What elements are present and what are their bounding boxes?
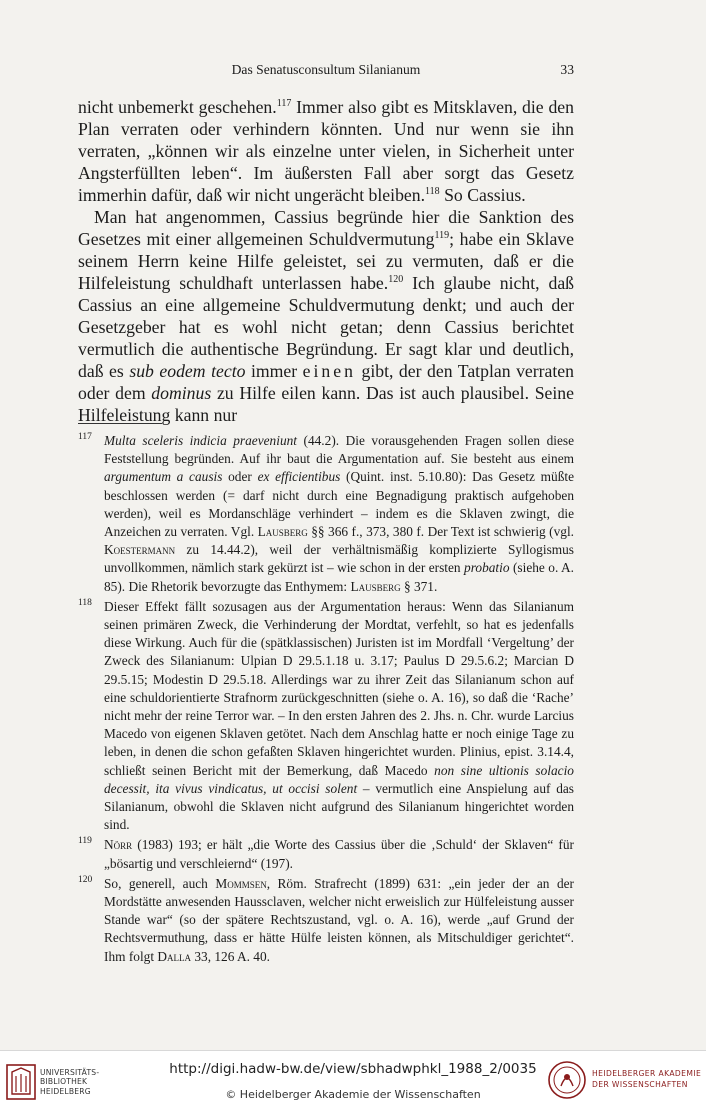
- footnote-ref-119[interactable]: 119: [434, 230, 450, 241]
- permalink-url[interactable]: http://digi.hadw-bw.de/view/sbhadwphkl_1988_2/0035: [169, 1061, 537, 1077]
- footnotes: [78, 432, 574, 968]
- paragraph-2: Man hat angenommen, Cassius begründe hier die Sanktion des Gesetzes mit einer allgemeinen Schuldvermutung$^{119}$; habe ein Sklave seinem Herrn keine Hilfe geleistet, sei zu vermuten, daß er die Hilfeleistung schuldhaft unterlassen habe.$^{120}$ Ich glaube nicht, daß Cassius an eine allgemeine Schuldvermutung denkt; und auch der Gesetzgeber hat es wohl nicht getan; denn Cassius berichtet vermutlich die authentische Begründung. Er sagt klar und deutlich, daß es sub eodem tecto immer einen gibt, der den Tatplan verraten oder dem dominus zu Hilfe eilen kann. Das ist auch plausibel. Seine Hilfeleistung kann nur: [78, 207, 575, 425]
- footnote-ref-120[interactable]: 120: [388, 274, 404, 285]
- library-name[interactable]: UNIVERSITÄTS- BIBLIOTHEK HEIDELBERG: [40, 1068, 100, 1096]
- footnote-117: 117 Multa sceleris indicia praeveniunt (44.2). Die vorausgehenden Fragen sollen diese Feststellung begründen. Auf ihr baut die Argumentation auf. Sie besteht aus einem argumentum a causis oder ex efficientibus (Quint. inst. 5.10.80): Das Gesetz müßte beschlossen werden (= darf nicht durch eine Begnadigung praktisch aufgehoben werden), weil es Mordanschläge verhindert – indem es die Sklaven zwingt, die Anzeichen zu verraten. Vgl. Lausberg §§ 366 f., 373, 380 f. Der Text ist schwierig (vgl. Koestermann zu 14.44.2), weil der verhältnismäßig komplizierte Syllogismus unvollkommen, nämlich stark gekürzt ist – wie schon in der ersten probatio (siehe o. A. 85). Die Rhetorik bevorzugte das Enthymem: Lausberg § 371.: [78, 432, 575, 594]
- footnote-119: 119 Nörr (1983) 193; er hält „die Worte des Cassius über die ‚Schuld‘ der Sklaven“ für „bösartig und verschleiernd“ (197).: [78, 836, 574, 871]
- page-number: 33: [560, 62, 574, 77]
- main-text: [78, 96, 574, 426]
- footnote-divider: [78, 423, 162, 424]
- footnote-number: 117: [78, 432, 92, 442]
- library-logo-icon[interactable]: [6, 1064, 36, 1100]
- academy-name[interactable]: HEIDELBERGER AKADEMIE DER WISSENSCHAFTEN: [592, 1069, 702, 1089]
- emphasis-spaced: einen: [302, 361, 356, 381]
- paragraph-1: nicht unbemerkt geschehen.$^{117}$ Immer also gibt es Mitsklaven, die den Plan verraten oder verhindern könnten. Und nur wenn sie ihn verraten, „können wir als einzelne unter vielen, in Sicherheit unter Angsterfüllten leben“. Im äußersten Fall aber sorgt das Gesetz immerhin dafür, daß wir nicht ungerächt bleiben.$^{118}$ So Cassius.: [78, 97, 574, 205]
- footnote-number: 118: [78, 597, 92, 608]
- footnote-ref-117[interactable]: 117: [276, 98, 292, 109]
- footnote-ref-118[interactable]: 118: [425, 186, 440, 197]
- footnote-number: 120: [78, 874, 93, 885]
- running-header-title: Das Senatusconsultum Silanianum: [231, 62, 421, 77]
- running-header: [78, 60, 574, 80]
- copyright-notice: © Heidelberger Akademie der Wissenschaften: [225, 1088, 481, 1101]
- footnote-120: 120 So, generell, auch Mommsen, Röm. Strafrecht (1899) 631: „ein jeder der an der Mordstätte anwesenden Haussclaven, welcher nicht erweislich zur Hülfeleistung ausser Stande war“ (so der spätere Rechtszustand, vgl. o. A. 16), werde „auf Grund der Rechtsvermuthung, dass er hätte Hülfe leisten können, als Mitschuldiger gerichtet“. Ihm folgt Dalla 33, 126 A. 40.: [78, 874, 574, 964]
- footnote-number: 119: [78, 836, 92, 847]
- viewer-footer: [0, 1050, 706, 1112]
- footnote-118: 118 Dieser Effekt fällt sozusagen aus der Argumentation heraus: Wenn das Silanianum seinen primären Zweck, die Verhinderung der Mordtat, verfehlt, so hat es jedenfalls diese Wirkung. Auch für die (spätklassischen) Juristen ist im Mordfall ‘Vergeltung’ der Zweck des Silanianum: Ulpian D 29.5.1.18 u. 3.17; Paulus D 29.5.6.2; Marcian D 29.5.15; Modestin D 29.5.18. Allerdings war zu ihrer Zeit das Silanianum schon auf eine schuldorientierte Strafnorm zurückgeschnitten (siehe o. A. 16), so daß die ‘Rache’ nicht mehr der reine Terror war. – In den ersten Jahren des 2. Jhs. n. Chr. wurde Larcius Macedo von eigenen Sklaven getötet. Nach dem Anschlag hatte er noch einige Tage zu leben, in denen die schon gefaßten Sklaven hingerichtet wurden. Plinius, epist. 3.14.4, schließt seinen Bericht mit der Bemerkung, daß Macedo non sine ultionis solacio decessit, ita vivus vindicatus, ut occisi solent – vermutlich eine Anspielung auf das Silanianum, obwohl die Sklaven nicht aufgrund des Silanianum hingerichtet worden sind.: [78, 597, 574, 833]
- academy-seal-icon[interactable]: [547, 1060, 587, 1100]
